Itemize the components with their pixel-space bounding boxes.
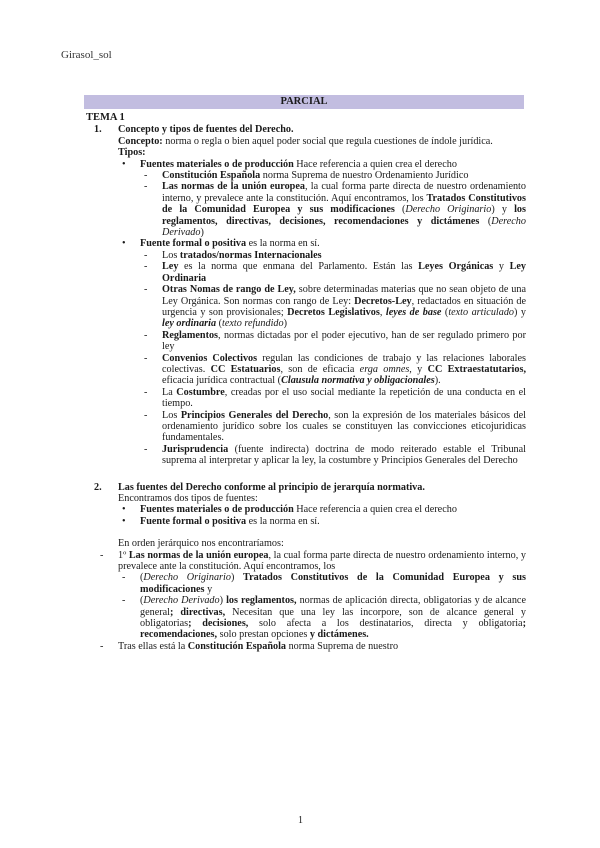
tema-heading: TEMA 1: [86, 112, 125, 123]
item-text: solo afecta a los destinatarios, directa y obligatoria: [248, 618, 523, 630]
jerarquia-list: [96, 550, 526, 653]
item-text: norma Suprema de nuestro: [286, 640, 399, 652]
item-text: , la cual forma parte directa de nuestro ordenamiento interno, y prevalece ante la constitución. Aquí encontramos, los: [162, 181, 526, 204]
item-bold: Convenios Colectivos: [162, 352, 258, 364]
section-number: 2.: [94, 481, 102, 493]
list-item: [118, 159, 526, 239]
item-text: , son la expresión de los materiales básicos del ordenamiento jurídico sobre los cuales se constituyen las convicciones eticojuridicas fundamentales.: [162, 409, 526, 444]
item-text: ): [200, 227, 204, 239]
item-bold-italic: ley ordinaria: [162, 318, 217, 330]
list-item: [118, 516, 526, 527]
concepto-text: norma o regla o bien aquel poder social que regula cuestiones de índole jurídica.: [162, 135, 493, 147]
item-bold: Principios Generales del Derecho: [180, 409, 329, 421]
list-item: [140, 170, 526, 181]
item-bold: Reglamentos: [162, 329, 219, 341]
list-item: [140, 444, 526, 467]
item-text: (: [441, 306, 449, 318]
item-text: y: [411, 363, 428, 375]
intro-text: Encontramos dos tipos de fuentes:: [118, 493, 258, 504]
item-text: (: [216, 318, 223, 330]
list-item: [140, 181, 526, 238]
item-text: , normas dictadas por el poder ejecutivo, han de ser regulado primero por ley: [162, 329, 526, 353]
item-text: Necesitan que una ley las incorpore, son de alcance general y obligatorias: [140, 606, 526, 630]
item-bold: CC Extraestatutarios,: [427, 363, 526, 375]
item-text: y: [204, 583, 213, 595]
document-body: [86, 112, 526, 652]
item-bold: Costumbre: [176, 386, 225, 398]
bullet-label: Fuente formal o positiva: [140, 515, 247, 527]
list-item: [140, 410, 526, 444]
list-item: [140, 353, 526, 387]
item-text: (: [479, 215, 492, 227]
item-bold-italic: leyes de base: [385, 306, 442, 318]
item-bold: Leyes Orgánicas: [418, 261, 494, 273]
section-title: Las fuentes del Derecho conforme al principio de jerarquía normativa.: [118, 481, 425, 493]
tipos-list: [118, 159, 526, 467]
bullet-label: Fuentes materiales o de producción: [140, 158, 294, 170]
document-watermark: Girasol_sol: [61, 49, 112, 61]
concepto-label: Concepto:: [118, 135, 163, 147]
item-bold: Decretos-Ley: [354, 295, 412, 307]
item-italic: texto articulado: [448, 306, 515, 318]
fuentes-list: [118, 504, 526, 527]
item-bold: Las normas de la unión europea: [128, 549, 269, 561]
list-item: [96, 550, 526, 641]
list-item: [118, 238, 526, 466]
list-item: [140, 387, 526, 410]
item-bold: los reglamentos,: [226, 595, 297, 607]
formal-sublist: [140, 250, 526, 467]
item-text: La: [162, 386, 177, 398]
item-text: ) y: [491, 204, 515, 216]
list-item: [118, 504, 526, 515]
ue-sublist: [118, 572, 526, 640]
item-text: sobre determinadas materias que no sean objeto de una Ley Orgánica. Son normas con rango de Ley:: [162, 284, 526, 307]
item-text: ,: [379, 306, 386, 318]
item-bold: Decretos Legislativos: [287, 306, 380, 318]
item-text: ) y: [514, 306, 526, 318]
item-bold: y dictámenes.: [307, 629, 369, 641]
item-text: , la cual forma parte directa de nuestro ordenamiento interno, y prevalece ante la constitución. Aquí encontramos, los: [118, 549, 526, 573]
item-italic: Derecho Originario: [143, 572, 231, 584]
item-bold: Otras Nomas de rango de Ley,: [162, 284, 296, 296]
item-text: Tras ellas está la: [118, 640, 188, 652]
bullet-label: Fuentes materiales o de producción: [140, 504, 294, 516]
list-item: [118, 572, 526, 595]
item-bold: Las normas de la unión europea: [162, 181, 305, 193]
item-text: normas de aplicación directa, obligatorias y de alcance general: [140, 595, 526, 618]
item-bold: CC Estatuarios: [210, 363, 281, 375]
item-text: regulan las condiciones de trabajo y las relaciones laborales colectivas.: [162, 352, 526, 375]
bullet-text: Hace referencia a quien crea el derecho: [293, 504, 457, 516]
item-bold-italic: Clausula normativa y obligacionales: [281, 375, 435, 387]
section-1: [86, 124, 526, 466]
list-item: [140, 330, 526, 353]
orden-text: En orden jerárquico nos encontraríamos:: [118, 538, 284, 550]
item-text: (fuente indirecta) doctrina de modo reiterado estable el Tribunal suprema al interpretar y aplicar la ley, la costumbre y Principios Generales del Derecho: [162, 443, 526, 467]
item-bold: Constitución Española: [187, 640, 287, 652]
page-number: 1: [298, 815, 303, 826]
item-bold: Tratados Constitutivos de la Comunidad Europea y sus modificaciones: [140, 572, 526, 595]
item-text: ): [283, 318, 288, 330]
item-bold: tratados/normas Internacionales: [179, 249, 322, 261]
parcial-header-bar: PARCIAL: [84, 95, 524, 109]
bullet-label: Fuente formal o positiva: [140, 238, 247, 250]
item-bold: los reglamentos, directivas, decisiones, recomendaciones y dictámenes: [162, 204, 526, 227]
item-bold: ; directivas,: [169, 606, 226, 618]
item-italic: Derecho Derivado: [143, 595, 220, 607]
item-bold: Constitución Española: [162, 170, 261, 182]
list-item: [140, 261, 526, 284]
item-bold: ; decisiones,: [188, 618, 249, 630]
item-text: , redactados en situación de urgencia y son provisionales;: [162, 295, 526, 318]
item-italic: Derecho Derivado: [162, 215, 526, 239]
bullet-text: es la norma en sí.: [246, 515, 320, 527]
item-text: , creadas por el uso social mediante la repetición de una conducta en el tiempo.: [162, 386, 526, 410]
item-bold: Jurisprudencia: [162, 443, 229, 455]
item-text: ): [219, 595, 227, 607]
bullet-text: Hace referencia a quien crea el derecho: [293, 158, 457, 170]
bullet-text: es la norma en sí.: [246, 238, 320, 250]
tipos-label: Tipos:: [118, 147, 146, 159]
item-text: Los: [162, 409, 181, 421]
item-text: ): [230, 572, 244, 584]
item-text: es la norma que enmana del Parlamento. Están las: [178, 261, 419, 273]
item-text: (: [394, 204, 406, 216]
item-text: (: [140, 595, 144, 607]
item-text: y: [493, 261, 510, 273]
item-bold: ; recomendaciones,: [140, 618, 526, 641]
item-italic: erga omnes,: [359, 363, 412, 375]
item-bold: Ley: [162, 261, 179, 273]
item-text: Los: [162, 249, 180, 261]
list-item: [140, 250, 526, 261]
item-text: (: [140, 572, 144, 584]
list-item: [140, 284, 526, 330]
section-number: 1.: [94, 124, 102, 136]
item-bold: Tratados Constitutivos de la Comunidad Europea y sus modificaciones: [162, 192, 526, 216]
item-italic: texto refundido: [222, 318, 284, 330]
section-2: [86, 482, 526, 653]
item-text: eficacia jurídica contractual (: [162, 375, 282, 387]
item-text: 1º: [118, 549, 129, 561]
item-text: ).: [434, 375, 441, 387]
item-text: , son de eficacia: [280, 363, 360, 375]
concepto-paragraph: [118, 136, 526, 147]
materiales-sublist: [140, 170, 526, 238]
item-italic: Derecho Originario: [405, 204, 492, 216]
item-bold: Ley Ordinaria: [162, 261, 527, 284]
item-text: norma Suprema de nuestro Ordenamiento Jurídico: [260, 170, 469, 182]
list-item: [118, 595, 526, 641]
item-text: solo prestan opciones: [217, 629, 308, 641]
list-item: [96, 641, 526, 652]
section-title: Concepto y tipos de fuentes del Derecho.: [118, 124, 294, 136]
